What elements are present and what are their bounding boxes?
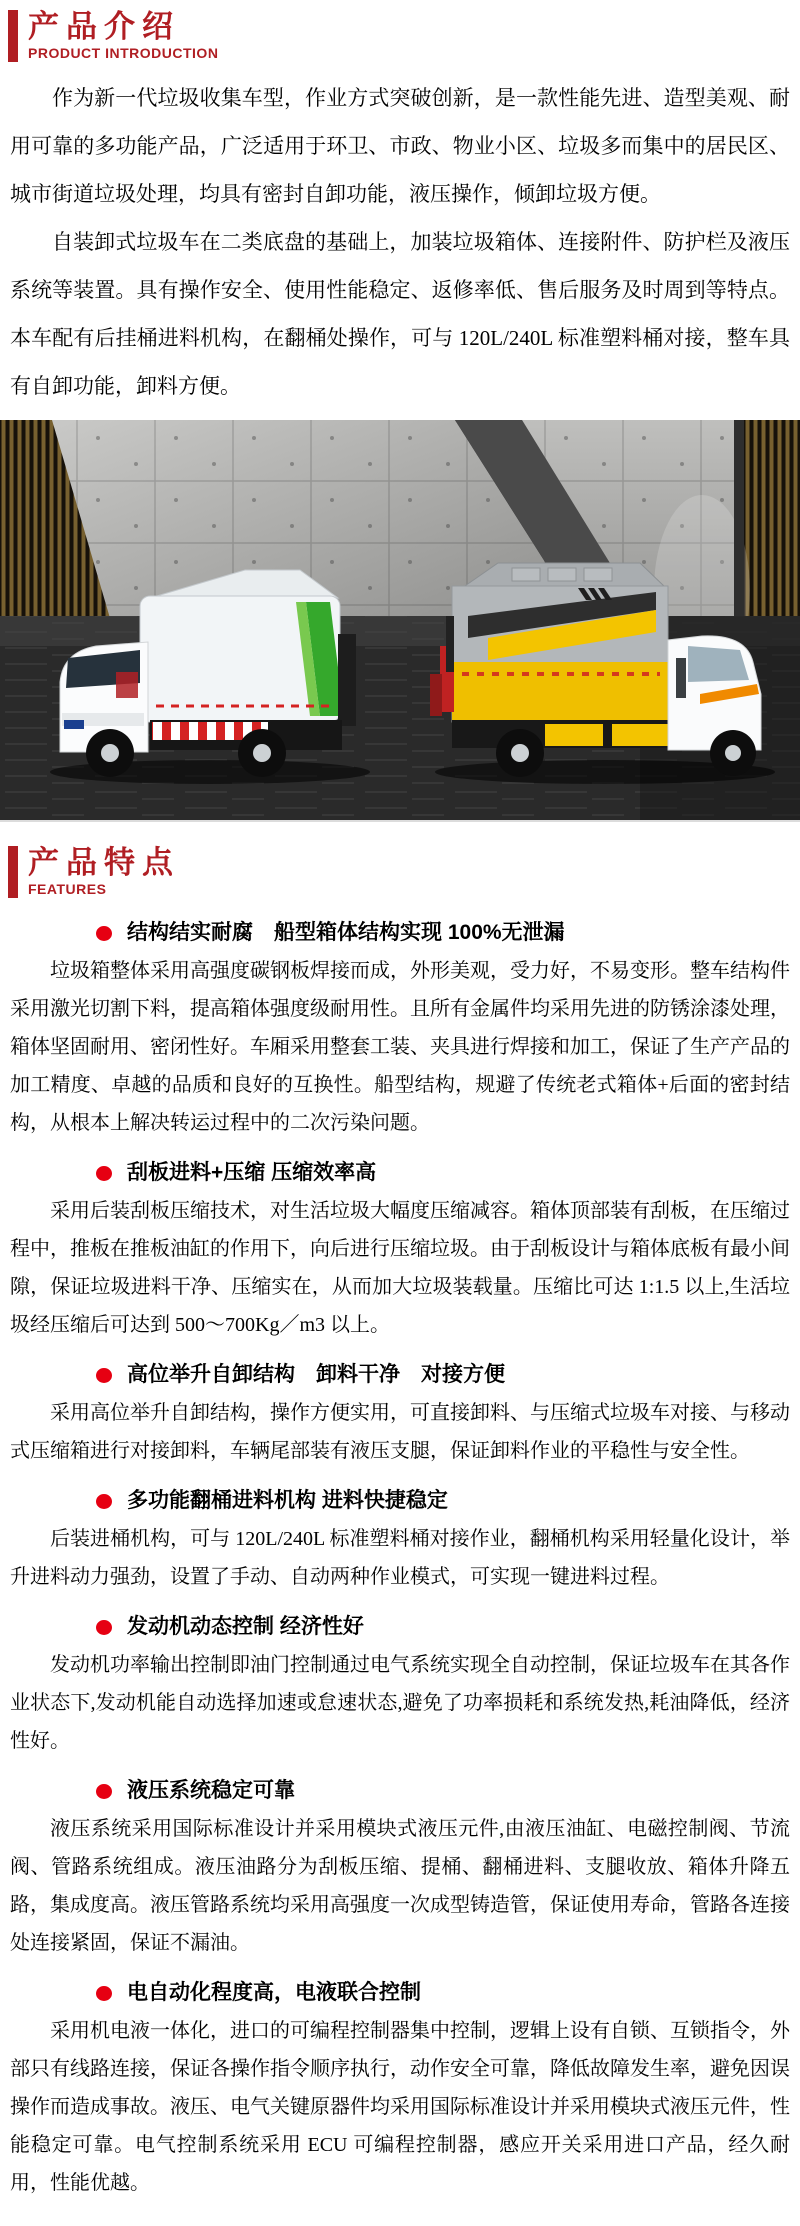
feature-heading-text: 液压系统稳定可靠 (127, 1779, 295, 1802)
hero-product-photo (0, 420, 800, 822)
red-dot-bullet-icon (96, 1784, 112, 1799)
feature-heading (0, 1488, 800, 1514)
feature-heading-text: 电自动化程度高，电液联合控制 (127, 1981, 421, 2004)
red-dot-bullet-icon (96, 1368, 112, 1383)
feature-body: 液压系统采用国际标准设计并采用模块式液压元件,由液压油缸、电磁控制阀、节流阀、管路系统组成。液压油路分为刮板压缩、提桶、翻桶进料、支腿收放、箱体升降五路，集成度高。液压管路系统均采用高强度一次成型铸造管，保证使用寿命，管路各连接处连接紧固，保证不漏油。 (10, 1818, 790, 1954)
feature-heading-text: 多功能翻桶进料机构 进料快捷稳定 (127, 1489, 448, 1512)
feature-heading (0, 1980, 800, 2006)
feature-body: 垃圾箱整体采用高强度碳钢板焊接而成，外形美观，受力好，不易变形。整车结构件采用激光切割下料，提高箱体强度级耐用性。且所有金属件均采用先进的防锈涂漆处理，箱体坚固耐用、密闭性好。车厢采用整套工装、夹具进行焊接和加工，保证了生产产品的加工精度、卓越的品质和良好的互换性。船型结构，规避了传统老式箱体+后面的密封结构，从根本上解决转运过程中的二次污染问题。 (10, 960, 790, 1134)
red-dot-bullet-icon (96, 1166, 112, 1181)
hero-scene (0, 420, 800, 820)
features-list (0, 920, 800, 2226)
red-dot-bullet-icon (96, 1986, 112, 2001)
feature-body: 采用后装刮板压缩技术，对生活垃圾大幅度压缩减容。箱体顶部装有刮板，在压缩过程中，推板在推板油缸的作用下，向后进行压缩垃圾。由于刮板设计与箱体底板有最小间隙，保证垃圾进料干净、压缩实在，从而加大垃圾装载量。压缩比可达 1:1.5 以上,生活垃圾经压缩后可达到 500～700Kg／m3 以上。 (10, 1200, 790, 1336)
feature-heading-text: 高位举升自卸结构 卸料干净 对接方便 (127, 1363, 505, 1386)
feature-body: 采用高位举升自卸结构，操作方便实用，可直接卸料、与压缩式垃圾车对接、与移动式压缩箱进行对接卸料，车辆尾部装有液压支腿，保证卸料作业的平稳性与安全性。 (10, 1402, 790, 1462)
red-bar-decoration (8, 10, 18, 62)
intro-paragraph: 作为新一代垃圾收集车型，作业方式突破创新，是一款性能先进、造型美观、耐用可靠的多功能产品，广泛适用于环卫、市政、物业小区、垃圾多而集中的居民区、城市街道垃圾处理，均具有密封自卸功能，液压操作，倾卸垃圾方便。 (10, 86, 790, 206)
feature-heading-text: 发动机动态控制 经济性好 (127, 1615, 364, 1638)
feature-body: 采用机电液一体化，进口的可编程控制器集中控制，逻辑上设有自锁、互锁指令，外部只有线路连接，保证各操作指令顺序执行，动作安全可靠，降低故障发生率，避免因误操作而造成事故。液压、电气关键原器件均采用国际标准设计并采用模块式液压元件，性能稳定可靠。电气控制系统采用 ECU 可编程控制器，感应开关采用进口产品，经久耐用，性能优越。 (10, 2020, 790, 2194)
feature-heading (0, 1160, 800, 1186)
feature-body: 发动机功率输出控制即油门控制通过电气系统实现全自动控制，保证垃圾车在其各作业状态下,发动机能自动选择加速或怠速状态,避免了功率损耗和系统发热,耗油降低，经济性好。 (10, 1654, 790, 1752)
red-dot-bullet-icon (96, 926, 112, 941)
feature-heading (0, 1362, 800, 1388)
features-title: 产品特点 (28, 845, 180, 880)
intro-paragraph: 自装卸式垃圾车在二类底盘的基础上，加装垃圾箱体、连接附件、防护栏及液压系统等装置。具有操作安全、使用性能稳定、返修率低、售后服务及时周到等特点。本车配有后挂桶进料机构，在翻桶处操作，可与 120L/240L 标准塑料桶对接，整车具有自卸功能，卸料方便。 (10, 230, 790, 398)
features-section-header (0, 836, 800, 902)
intro-subtitle: PRODUCT INTRODUCTION (28, 45, 219, 61)
red-dot-bullet-icon (96, 1494, 112, 1509)
feature-heading-text: 结构结实耐腐 船型箱体结构实现 100%无泄漏 (127, 921, 565, 944)
intro-section-header (0, 0, 800, 66)
red-bar-decoration (8, 846, 18, 898)
feature-heading (0, 1614, 800, 1640)
feature-body: 后装进桶机构，可与 120L/240L 标准塑料桶对接作业，翻桶机构采用轻量化设计，举升进料动力强劲，设置了手动、自动两种作业模式，可实现一键进料过程。 (10, 1528, 790, 1588)
intro-title: 产品介绍 (28, 9, 180, 44)
feature-heading-text: 刮板进料+压缩 压缩效率高 (127, 1161, 377, 1184)
feature-heading (0, 1778, 800, 1804)
feature-heading (0, 920, 800, 946)
intro-text-block (0, 66, 800, 420)
features-subtitle: FEATURES (28, 881, 107, 897)
red-dot-bullet-icon (96, 1620, 112, 1635)
